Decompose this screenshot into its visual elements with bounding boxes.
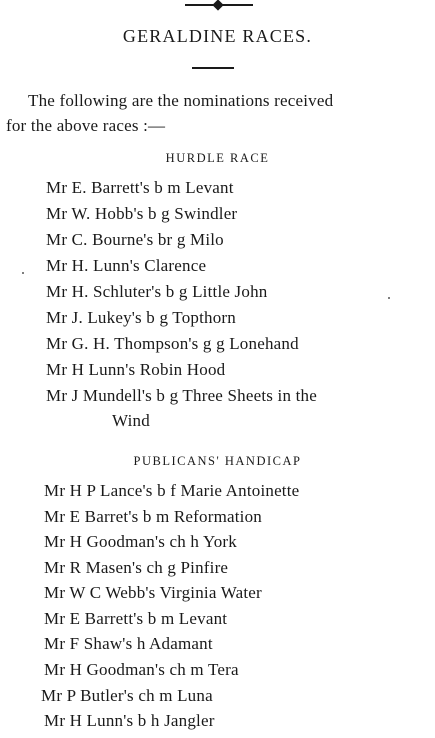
nomination-entry: Mr E. Barrett's b m Levant bbox=[46, 178, 234, 197]
nomination-entry: Mr W. Hobb's b g Swindler bbox=[46, 204, 238, 223]
nomination-entry: Mr H Goodman's ch h York bbox=[44, 532, 237, 551]
nomination-entry: Mr H. Lunn's Clarence bbox=[46, 256, 207, 275]
nomination-entry: Mr H Lunn's b h Jangler bbox=[44, 711, 215, 730]
article-title: GERALDINE RACES. bbox=[122, 26, 313, 46]
nomination-entry-continuation: Wind bbox=[112, 411, 150, 430]
nomination-entry: Mr F Shaw's h Adamant bbox=[44, 634, 213, 653]
nomination-entry: Mr G. H. Thompson's g g Lonehand bbox=[46, 334, 299, 353]
divider-diamond-ornament bbox=[212, 0, 223, 11]
section-heading-hurdle-race: HURDLE RACE bbox=[165, 151, 270, 165]
print-speck bbox=[22, 272, 24, 274]
nomination-entry: Mr E Barret's b m Reformation bbox=[44, 507, 263, 526]
nomination-entry: Mr R Masen's ch g Pinfire bbox=[44, 558, 229, 577]
nomination-entry: Mr J Mundell's b g Three Sheets in the bbox=[46, 386, 317, 405]
intro-line-1: The following are the nominations received bbox=[28, 91, 334, 110]
nomination-entry: Mr H Lunn's Robin Hood bbox=[46, 360, 226, 379]
nomination-entry: Mr W C Webb's Virginia Water bbox=[44, 583, 262, 602]
nomination-entry: Mr H P Lance's b f Marie Antoinette bbox=[44, 481, 300, 500]
title-divider-rule bbox=[192, 67, 234, 69]
section-heading-publicans-handicap: PUBLICANS' HANDICAP bbox=[133, 454, 302, 468]
nomination-entry: Mr E Barrett's b m Levant bbox=[44, 609, 228, 628]
nomination-entry: Mr J. Lukey's b g Topthorn bbox=[46, 308, 236, 327]
nomination-entry: Mr H. Schluter's b g Little John bbox=[46, 282, 268, 301]
nomination-entry: Mr H Goodman's ch m Tera bbox=[44, 660, 239, 679]
print-speck bbox=[388, 297, 390, 299]
intro-line-2: for the above races :— bbox=[6, 116, 166, 135]
nomination-entry: Mr C. Bourne's br g Milo bbox=[46, 230, 224, 249]
nomination-entry: Mr P Butler's ch m Luna bbox=[41, 686, 213, 705]
